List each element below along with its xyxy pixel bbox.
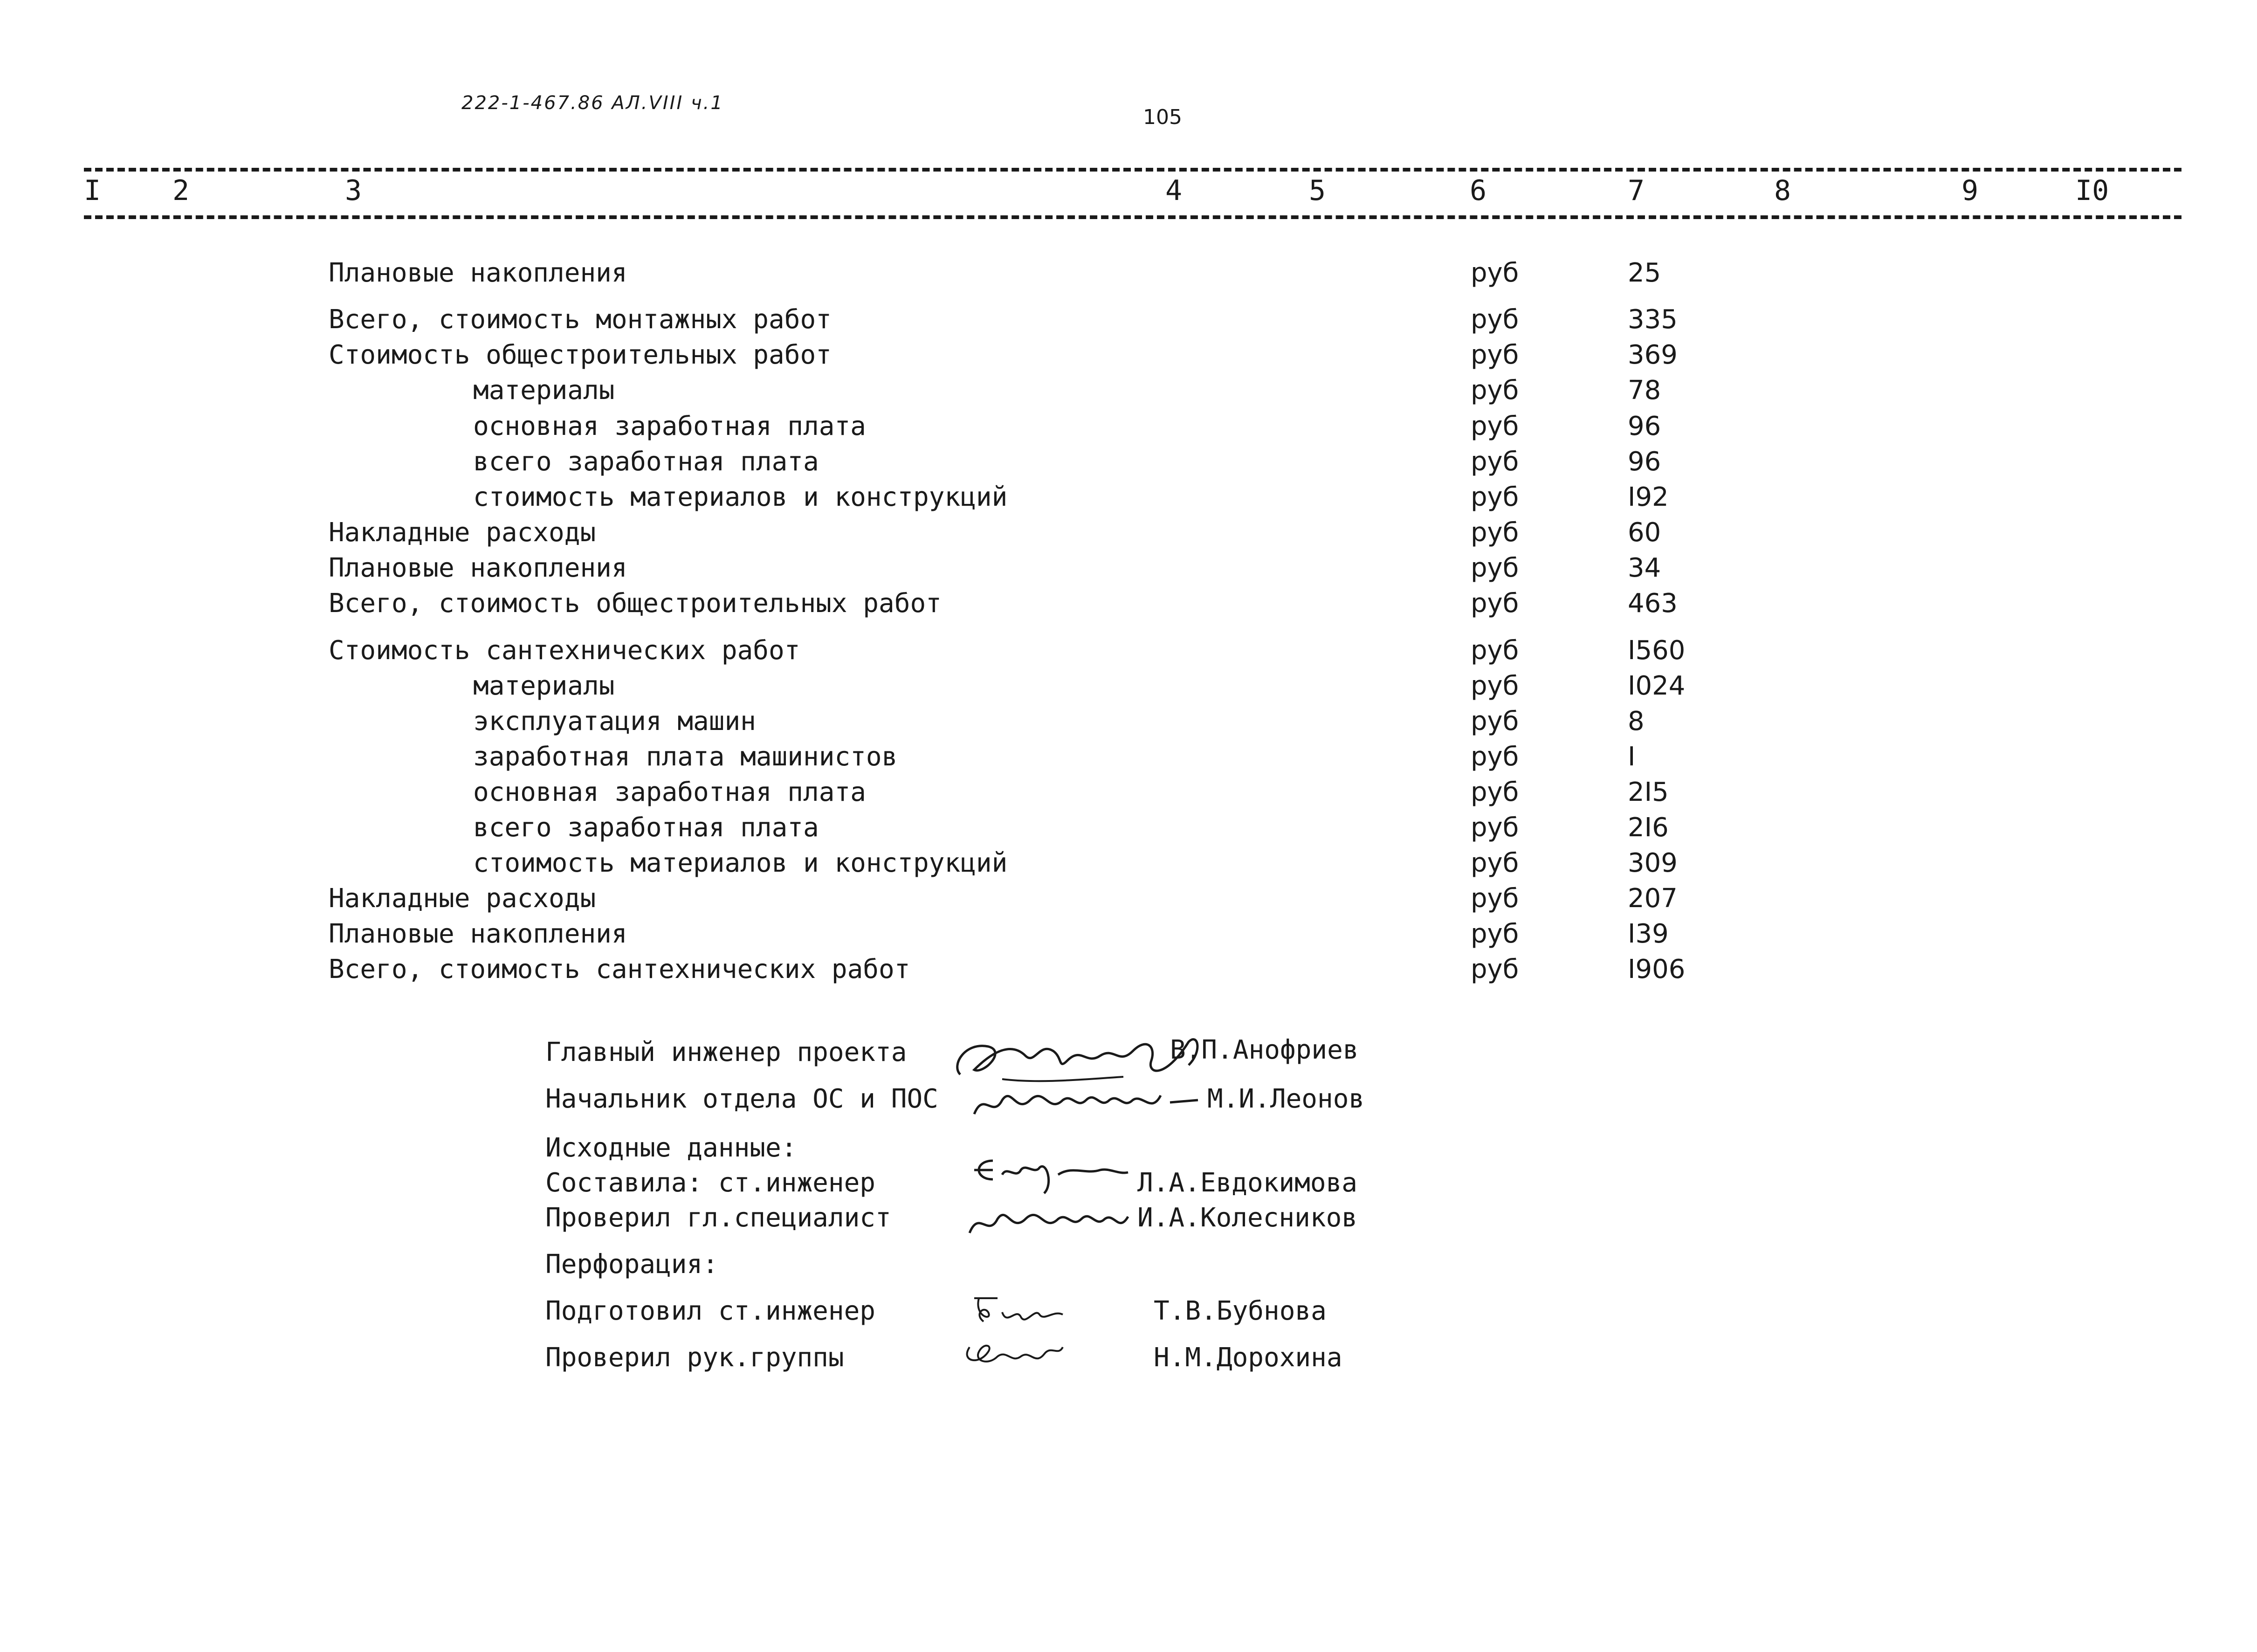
row-label: материалы xyxy=(473,671,615,701)
row-label: всего заработная плата xyxy=(473,812,819,843)
row-label: Накладные расходы xyxy=(329,883,596,914)
column-header-8: 8 xyxy=(1774,174,1791,207)
dept-head-title: Начальник отдела ОС и ПОС xyxy=(545,1084,938,1114)
chief-engineer-title: Главный инженер проекта xyxy=(545,1037,907,1067)
column-header-6: 6 xyxy=(1470,174,1487,207)
checked-name: И.А.Колесников xyxy=(1137,1203,1358,1233)
column-header-10: I0 xyxy=(2075,174,2109,207)
row-unit: руб xyxy=(1471,304,1519,335)
group-check-name: Н.М.Дорохина xyxy=(1154,1342,1342,1373)
row-label: заработная плата машинистов xyxy=(473,742,898,772)
prepared-name: Т.В.Бубнова xyxy=(1154,1296,1327,1326)
row-unit: руб xyxy=(1471,812,1519,843)
row-value: 309 xyxy=(1628,848,1678,878)
row-unit: руб xyxy=(1471,706,1519,737)
chief-engineer-name: В.П.Анофриев xyxy=(1170,1035,1359,1065)
column-header-9: 9 xyxy=(1961,174,1979,207)
row-label: стоимость материалов и конструкций xyxy=(473,848,1008,878)
row-value: 60 xyxy=(1628,517,1661,548)
row-unit: руб xyxy=(1471,919,1519,949)
document-code: 222-1-467.86 АЛ.VIII ч.1 xyxy=(461,92,724,114)
row-label: Плановые накопления xyxy=(329,553,627,583)
row-unit: руб xyxy=(1471,340,1519,370)
row-unit: руб xyxy=(1471,517,1519,548)
row-unit: руб xyxy=(1471,742,1519,772)
row-label: материалы xyxy=(473,375,615,406)
row-value: 2I5 xyxy=(1628,777,1669,807)
row-label: всего заработная плата xyxy=(473,447,819,477)
row-unit: руб xyxy=(1471,883,1519,914)
row-label: Стоимость общестроительных работ xyxy=(329,340,832,370)
row-value: I39 xyxy=(1628,919,1669,949)
source-data-heading: Исходные данные: xyxy=(545,1133,797,1163)
row-value: I906 xyxy=(1628,954,1686,984)
bottom-dashed-rule xyxy=(84,215,2181,219)
row-value: 335 xyxy=(1628,304,1678,335)
group-check-title: Проверил рук.группы xyxy=(545,1342,844,1373)
row-unit: руб xyxy=(1471,954,1519,984)
row-unit: руб xyxy=(1471,447,1519,477)
row-unit: руб xyxy=(1471,258,1519,288)
compiled-title: Составила: ст.инженер xyxy=(545,1168,876,1198)
page-number: 105 xyxy=(1143,105,1182,129)
perforation-heading: Перфорация: xyxy=(545,1249,718,1280)
dept-head-name: М.И.Леонов xyxy=(1207,1084,1365,1114)
row-label: Всего, стоимость монтажных работ xyxy=(329,304,832,335)
row-value: 78 xyxy=(1628,375,1661,406)
row-unit: руб xyxy=(1471,375,1519,406)
row-value: 463 xyxy=(1628,588,1678,619)
row-label: Всего, стоимость сантехнических работ xyxy=(329,954,910,984)
row-label: Всего, стоимость общестроительных работ xyxy=(329,588,942,619)
checked-title: Проверил гл.специалист xyxy=(545,1203,891,1233)
row-value: 96 xyxy=(1628,411,1661,441)
row-unit: руб xyxy=(1471,671,1519,701)
row-value: 369 xyxy=(1628,340,1678,370)
row-value: 25 xyxy=(1628,258,1661,288)
top-dashed-rule xyxy=(84,168,2181,172)
row-unit: руб xyxy=(1471,482,1519,512)
dept-head-signature xyxy=(965,1072,1207,1128)
column-header-3: 3 xyxy=(345,174,362,207)
row-unit: руб xyxy=(1471,411,1519,441)
row-value: I560 xyxy=(1628,635,1686,666)
prepared-signature xyxy=(956,1289,1077,1335)
column-header-5: 5 xyxy=(1309,174,1326,207)
compiled-name: Л.А.Евдокимова xyxy=(1137,1168,1358,1198)
row-value: 34 xyxy=(1628,553,1661,583)
row-value: I024 xyxy=(1628,671,1686,701)
row-value: I92 xyxy=(1628,482,1669,512)
row-unit: руб xyxy=(1471,848,1519,878)
row-value: 8 xyxy=(1628,706,1645,737)
group-check-signature xyxy=(951,1333,1072,1380)
prepared-title: Подготовил ст.инженер xyxy=(545,1296,876,1326)
row-label: Плановые накопления xyxy=(329,919,627,949)
row-label: основная заработная плата xyxy=(473,411,866,441)
column-header-2: 2 xyxy=(172,174,190,207)
row-value: I xyxy=(1628,742,1636,772)
row-label: Накладные расходы xyxy=(329,517,596,548)
column-header-7: 7 xyxy=(1628,174,1645,207)
row-label: Стоимость сантехнических работ xyxy=(329,635,800,666)
row-label: стоимость материалов и конструкций xyxy=(473,482,1008,512)
column-header-1: I xyxy=(84,174,101,207)
row-label: основная заработная плата xyxy=(473,777,866,807)
checked-signature xyxy=(960,1191,1142,1247)
row-value: 2I6 xyxy=(1628,812,1669,843)
row-unit: руб xyxy=(1471,553,1519,583)
row-unit: руб xyxy=(1471,635,1519,666)
row-value: 207 xyxy=(1628,883,1678,914)
row-unit: руб xyxy=(1471,777,1519,807)
row-value: 96 xyxy=(1628,447,1661,477)
row-label: Плановые накопления xyxy=(329,258,627,288)
row-unit: руб xyxy=(1471,588,1519,619)
row-label: эксплуатация машин xyxy=(473,706,756,737)
column-header-4: 4 xyxy=(1165,174,1183,207)
